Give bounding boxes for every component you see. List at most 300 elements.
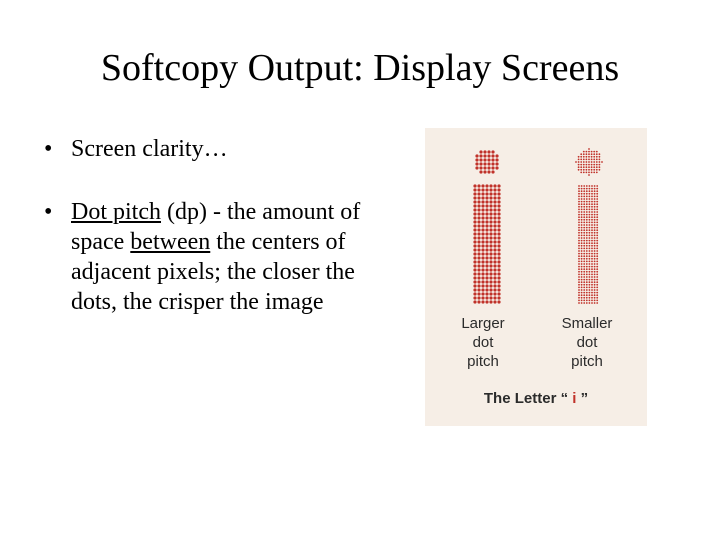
large-pitch-head-dot xyxy=(483,150,486,153)
small-pitch-stem-dot xyxy=(596,279,598,281)
small-pitch-stem-dot xyxy=(589,284,591,286)
small-pitch-stem-dot xyxy=(578,216,580,218)
small-pitch-stem-dot xyxy=(581,188,583,190)
small-pitch-stem-dot xyxy=(591,222,593,224)
small-pitch-stem-dot xyxy=(591,198,593,200)
large-pitch-head-dot xyxy=(495,154,498,157)
large-pitch-stem-dot xyxy=(477,284,480,287)
small-pitch-stem-dot xyxy=(596,201,598,203)
small-pitch-stem-dot xyxy=(596,216,598,218)
small-pitch-stem-dot xyxy=(596,235,598,237)
large-pitch-stem-dot xyxy=(489,260,492,263)
large-pitch-head-dot xyxy=(487,166,490,169)
large-pitch-stem-dot xyxy=(485,280,488,283)
small-pitch-stem-dot xyxy=(586,206,588,208)
bullet-marker: • xyxy=(44,199,53,225)
small-pitch-stem-dot xyxy=(583,188,585,190)
large-pitch-stem-dot xyxy=(497,184,500,187)
small-pitch-head-dot xyxy=(588,153,590,155)
small-pitch-stem-dot xyxy=(591,302,593,304)
large-pitch-stem-dot xyxy=(489,240,492,243)
small-pitch-stem-dot xyxy=(578,292,580,294)
small-pitch-stem-dot xyxy=(596,222,598,224)
small-pitch-stem-dot xyxy=(596,300,598,302)
large-pitch-stem-dot xyxy=(489,280,492,283)
large-pitch-stem-dot xyxy=(481,292,484,295)
large-pitch-stem-dot xyxy=(481,248,484,251)
small-pitch-stem-dot xyxy=(589,188,591,190)
small-pitch-stem-dot xyxy=(581,253,583,255)
large-pitch-stem-dot xyxy=(497,260,500,263)
large-pitch-stem-dot xyxy=(489,236,492,239)
large-pitch-stem-dot xyxy=(481,200,484,203)
bullet-dot-pitch xyxy=(44,197,364,317)
small-pitch-stem-dot xyxy=(596,229,598,231)
large-pitch-stem-dot xyxy=(489,248,492,251)
small-pitch-stem-dot xyxy=(594,188,596,190)
small-pitch-head-dot xyxy=(588,172,590,174)
small-pitch-stem-dot xyxy=(578,227,580,229)
large-pitch-stem-dot xyxy=(481,260,484,263)
small-pitch-stem-dot xyxy=(591,258,593,260)
large-pitch-stem-dot xyxy=(481,272,484,275)
large-pitch-stem-dot xyxy=(497,288,500,291)
large-pitch-stem-dot xyxy=(477,204,480,207)
small-pitch-head-dot xyxy=(596,156,598,158)
large-pitch-stem-dot xyxy=(481,212,484,215)
large-pitch-stem-dot xyxy=(477,280,480,283)
small-pitch-stem-dot xyxy=(583,261,585,263)
small-pitch-stem-dot xyxy=(578,214,580,216)
large-pitch-stem-dot xyxy=(497,236,500,239)
large-pitch-stem-dot xyxy=(473,212,476,215)
large-pitch-stem-dot xyxy=(477,236,480,239)
small-pitch-stem-dot xyxy=(596,206,598,208)
small-pitch-stem-dot xyxy=(596,248,598,250)
small-pitch-stem-dot xyxy=(581,279,583,281)
small-pitch-stem-dot xyxy=(586,292,588,294)
small-pitch-stem-dot xyxy=(578,276,580,278)
small-pitch-head-dot xyxy=(583,156,585,158)
large-pitch-stem-dot xyxy=(485,276,488,279)
small-pitch-stem-dot xyxy=(581,276,583,278)
large-pitch-stem-dot xyxy=(497,240,500,243)
small-pitch-stem-dot xyxy=(594,300,596,302)
small-pitch-stem-dot xyxy=(583,227,585,229)
bullet-screen-clarity xyxy=(44,134,364,164)
large-pitch-stem-dot xyxy=(489,288,492,291)
small-pitch-stem-dot xyxy=(596,209,598,211)
small-pitch-stem-dot xyxy=(578,274,580,276)
small-pitch-head-dot xyxy=(580,169,582,171)
large-pitch-head-dot xyxy=(491,150,494,153)
large-pitch-stem-dot xyxy=(497,232,500,235)
small-pitch-stem-dot xyxy=(586,253,588,255)
large-pitch-stem-dot xyxy=(493,212,496,215)
small-pitch-stem-dot xyxy=(591,279,593,281)
small-pitch-stem-dot xyxy=(578,279,580,281)
bullet-text-part: (dp) - the amount of space xyxy=(71,199,361,255)
small-pitch-stem-dot xyxy=(591,294,593,296)
slide-title: Softcopy Output: Display Screens xyxy=(100,47,620,89)
small-pitch-stem-dot xyxy=(581,245,583,247)
large-pitch-stem-dot xyxy=(481,232,484,235)
small-pitch-head-dot xyxy=(578,159,580,161)
small-pitch-stem-dot xyxy=(581,302,583,304)
small-pitch-stem-dot xyxy=(581,211,583,213)
small-pitch-stem-dot xyxy=(589,302,591,304)
small-pitch-stem-dot xyxy=(591,248,593,250)
large-pitch-stem-dot xyxy=(481,216,484,219)
large-pitch-head-dot xyxy=(495,162,498,165)
large-pitch-stem-dot xyxy=(477,200,480,203)
small-pitch-stem-dot xyxy=(591,219,593,221)
small-pitch-head-dot xyxy=(578,156,580,158)
large-pitch-stem-dot xyxy=(477,224,480,227)
large-pitch-stem-dot xyxy=(477,216,480,219)
large-pitch-stem-dot xyxy=(489,252,492,255)
small-pitch-stem-dot xyxy=(581,203,583,205)
small-pitch-stem-dot xyxy=(578,229,580,231)
small-pitch-stem-dot xyxy=(594,266,596,268)
small-pitch-stem-dot xyxy=(591,209,593,211)
large-pitch-stem-dot xyxy=(497,196,500,199)
small-pitch-stem-dot xyxy=(594,258,596,260)
small-pitch-stem-dot xyxy=(586,198,588,200)
large-pitch-stem-dot xyxy=(473,188,476,191)
small-pitch-stem-dot xyxy=(578,185,580,187)
small-pitch-head-dot xyxy=(586,172,588,174)
large-pitch-stem-dot xyxy=(489,292,492,295)
large-pitch-stem-dot xyxy=(497,284,500,287)
large-pitch-stem-dot xyxy=(473,232,476,235)
small-pitch-head-dot xyxy=(591,161,593,163)
small-pitch-stem-dot xyxy=(594,216,596,218)
small-pitch-stem-dot xyxy=(589,279,591,281)
small-pitch-stem-dot xyxy=(594,268,596,270)
small-pitch-head-dot xyxy=(580,159,582,161)
small-pitch-stem-dot xyxy=(594,214,596,216)
small-pitch-stem-dot xyxy=(581,271,583,273)
small-pitch-stem-dot xyxy=(581,255,583,257)
small-pitch-stem-dot xyxy=(578,224,580,226)
large-pitch-stem-dot xyxy=(473,252,476,255)
small-pitch-stem-dot xyxy=(594,198,596,200)
large-pitch-stem-dot xyxy=(477,248,480,251)
large-pitch-head-dot xyxy=(487,154,490,157)
small-pitch-head-dot xyxy=(591,159,593,161)
large-pitch-stem-dot xyxy=(485,220,488,223)
large-pitch-stem-dot xyxy=(489,220,492,223)
small-pitch-stem-dot xyxy=(594,203,596,205)
small-pitch-head-dot xyxy=(596,159,598,161)
small-pitch-stem-dot xyxy=(586,297,588,299)
large-pitch-stem-dot xyxy=(489,224,492,227)
small-pitch-stem-dot xyxy=(596,287,598,289)
large-pitch-stem-dot xyxy=(493,224,496,227)
small-pitch-stem-dot xyxy=(589,294,591,296)
small-pitch-stem-dot xyxy=(586,263,588,265)
small-pitch-stem-dot xyxy=(589,209,591,211)
large-pitch-stem-dot xyxy=(473,240,476,243)
small-pitch-stem-dot xyxy=(589,263,591,265)
small-pitch-stem-dot xyxy=(589,240,591,242)
small-pitch-head-dot xyxy=(591,166,593,168)
large-pitch-head-dot xyxy=(479,162,482,165)
large-pitch-stem-dot xyxy=(497,292,500,295)
small-pitch-stem-dot xyxy=(589,300,591,302)
small-pitch-stem-dot xyxy=(581,250,583,252)
small-pitch-stem-dot xyxy=(581,198,583,200)
small-pitch-stem-dot xyxy=(596,188,598,190)
small-pitch-head-dot xyxy=(591,169,593,171)
small-pitch-stem-dot xyxy=(581,284,583,286)
small-pitch-stem-dot xyxy=(589,237,591,239)
small-pitch-stem-dot xyxy=(594,297,596,299)
small-pitch-stem-dot xyxy=(581,219,583,221)
small-pitch-stem-dot xyxy=(581,258,583,260)
large-pitch-head-dot xyxy=(483,158,486,161)
small-pitch-stem-dot xyxy=(589,258,591,260)
small-pitch-head-dot xyxy=(596,161,598,163)
small-pitch-head-dot xyxy=(586,164,588,166)
small-pitch-head-dot xyxy=(583,172,585,174)
small-pitch-stem-dot xyxy=(594,276,596,278)
small-pitch-stem-dot xyxy=(583,284,585,286)
small-pitch-stem-dot xyxy=(578,253,580,255)
large-pitch-stem-dot xyxy=(481,288,484,291)
small-pitch-stem-dot xyxy=(589,289,591,291)
small-pitch-stem-dot xyxy=(591,229,593,231)
small-pitch-stem-dot xyxy=(589,242,591,244)
large-pitch-stem-dot xyxy=(493,236,496,239)
large-pitch-stem-dot xyxy=(477,228,480,231)
small-pitch-stem-dot xyxy=(594,284,596,286)
large-pitch-stem-dot xyxy=(481,208,484,211)
small-pitch-stem-dot xyxy=(596,227,598,229)
large-pitch-stem-dot xyxy=(497,200,500,203)
small-pitch-stem-dot xyxy=(589,261,591,263)
small-pitch-stem-dot xyxy=(596,242,598,244)
small-pitch-stem-dot xyxy=(583,196,585,198)
small-pitch-head-dot xyxy=(593,156,595,158)
small-pitch-stem-dot xyxy=(581,224,583,226)
small-pitch-stem-dot xyxy=(594,263,596,265)
small-pitch-head-dot xyxy=(588,174,590,176)
small-pitch-stem-dot xyxy=(594,193,596,195)
large-pitch-stem-dot xyxy=(481,276,484,279)
small-pitch-stem-dot xyxy=(596,268,598,270)
large-pitch-stem-dot xyxy=(473,192,476,195)
small-pitch-stem-dot xyxy=(596,250,598,252)
bullet-text: Screen clarity… xyxy=(71,136,228,162)
large-pitch-stem-dot xyxy=(493,296,496,299)
small-pitch-head-dot xyxy=(599,169,601,171)
small-pitch-stem-dot xyxy=(594,279,596,281)
small-pitch-head-dot xyxy=(583,164,585,166)
large-pitch-stem-dot xyxy=(485,228,488,231)
large-pitch-stem-dot xyxy=(493,216,496,219)
small-pitch-head-dot xyxy=(583,169,585,171)
small-pitch-stem-dot xyxy=(581,292,583,294)
small-pitch-head-dot xyxy=(596,166,598,168)
small-pitch-stem-dot xyxy=(589,271,591,273)
small-pitch-stem-dot xyxy=(583,276,585,278)
small-pitch-stem-dot xyxy=(583,294,585,296)
small-pitch-stem-dot xyxy=(586,289,588,291)
small-pitch-stem-dot xyxy=(586,224,588,226)
small-pitch-stem-dot xyxy=(589,268,591,270)
large-pitch-stem-dot xyxy=(485,268,488,271)
small-pitch-stem-dot xyxy=(596,240,598,242)
small-pitch-stem-dot xyxy=(583,289,585,291)
large-pitch-stem-dot xyxy=(489,296,492,299)
large-pitch-stem-dot xyxy=(485,284,488,287)
large-pitch-stem-dot xyxy=(497,276,500,279)
small-pitch-head-dot xyxy=(583,153,585,155)
large-pitch-head-dot xyxy=(475,154,478,157)
small-pitch-stem-dot xyxy=(578,297,580,299)
small-pitch-stem-dot xyxy=(581,287,583,289)
large-pitch-stem-dot xyxy=(497,192,500,195)
small-pitch-stem-dot xyxy=(586,284,588,286)
small-pitch-stem-dot xyxy=(578,266,580,268)
small-pitch-stem-dot xyxy=(591,297,593,299)
large-pitch-stem-dot xyxy=(477,220,480,223)
small-pitch-stem-dot xyxy=(591,193,593,195)
small-pitch-stem-dot xyxy=(583,274,585,276)
small-pitch-head-dot xyxy=(588,159,590,161)
small-pitch-stem-dot xyxy=(596,185,598,187)
larger-dot-pitch-caption: Larger dot pitch xyxy=(461,315,505,370)
large-pitch-head-dot xyxy=(491,166,494,169)
small-pitch-head-dot xyxy=(588,161,590,163)
large-pitch-stem-dot xyxy=(489,284,492,287)
small-pitch-stem-dot xyxy=(581,248,583,250)
large-pitch-stem-dot xyxy=(493,244,496,247)
small-pitch-stem-dot xyxy=(596,302,598,304)
small-pitch-stem-dot xyxy=(578,287,580,289)
small-pitch-stem-dot xyxy=(591,253,593,255)
large-pitch-stem-dot xyxy=(489,300,492,303)
large-pitch-stem-dot xyxy=(473,236,476,239)
large-pitch-stem-dot xyxy=(473,184,476,187)
large-pitch-stem-dot xyxy=(477,244,480,247)
small-pitch-head-dot xyxy=(599,159,601,161)
small-pitch-stem-dot xyxy=(594,248,596,250)
small-pitch-head-dot xyxy=(586,161,588,163)
small-pitch-stem-dot xyxy=(581,294,583,296)
small-pitch-stem-dot xyxy=(591,268,593,270)
large-pitch-stem-dot xyxy=(477,292,480,295)
small-pitch-stem-dot xyxy=(583,281,585,283)
small-pitch-stem-dot xyxy=(591,287,593,289)
large-pitch-stem-dot xyxy=(473,220,476,223)
large-pitch-stem-dot xyxy=(497,212,500,215)
large-pitch-head-dot xyxy=(491,162,494,165)
bullet-list xyxy=(44,134,364,350)
small-pitch-stem-dot xyxy=(586,268,588,270)
small-pitch-stem-dot xyxy=(578,209,580,211)
small-pitch-stem-dot xyxy=(589,185,591,187)
large-pitch-stem-dot xyxy=(493,220,496,223)
large-pitch-stem-dot xyxy=(489,232,492,235)
small-pitch-stem-dot xyxy=(586,258,588,260)
small-pitch-head-dot xyxy=(599,161,601,163)
term-between: between xyxy=(130,229,211,255)
large-pitch-stem-dot xyxy=(493,188,496,191)
large-pitch-head-dot xyxy=(479,154,482,157)
small-pitch-head-dot xyxy=(591,153,593,155)
small-pitch-stem-dot xyxy=(583,216,585,218)
large-pitch-stem-dot xyxy=(485,272,488,275)
small-pitch-stem-dot xyxy=(591,216,593,218)
large-pitch-head-dot xyxy=(479,158,482,161)
large-pitch-stem-dot xyxy=(477,196,480,199)
small-pitch-stem-dot xyxy=(583,271,585,273)
small-pitch-stem-dot xyxy=(594,190,596,192)
small-pitch-head-dot xyxy=(596,169,598,171)
large-pitch-stem-dot xyxy=(497,264,500,267)
small-pitch-stem-dot xyxy=(591,261,593,263)
dot-pitch-figure xyxy=(425,128,647,426)
small-pitch-head-dot xyxy=(580,153,582,155)
small-pitch-stem-dot xyxy=(594,219,596,221)
small-pitch-stem-dot xyxy=(581,240,583,242)
small-pitch-stem-dot xyxy=(594,253,596,255)
large-pitch-stem-dot xyxy=(477,208,480,211)
large-pitch-head-dot xyxy=(475,162,478,165)
small-pitch-stem-dot xyxy=(578,190,580,192)
large-pitch-stem-dot xyxy=(473,208,476,211)
small-pitch-stem-dot xyxy=(583,287,585,289)
small-pitch-stem-dot xyxy=(594,201,596,203)
small-pitch-stem-dot xyxy=(589,266,591,268)
small-pitch-stem-dot xyxy=(583,240,585,242)
small-pitch-stem-dot xyxy=(583,253,585,255)
small-pitch-stem-dot xyxy=(583,201,585,203)
large-pitch-stem-dot xyxy=(481,256,484,259)
small-pitch-stem-dot xyxy=(596,284,598,286)
small-pitch-stem-dot xyxy=(586,281,588,283)
small-pitch-stem-dot xyxy=(591,185,593,187)
large-pitch-stem-dot xyxy=(493,292,496,295)
large-pitch-stem-dot xyxy=(489,264,492,267)
small-pitch-head-dot xyxy=(593,159,595,161)
large-pitch-stem-dot xyxy=(473,268,476,271)
small-pitch-stem-dot xyxy=(591,300,593,302)
small-pitch-stem-dot xyxy=(586,209,588,211)
small-pitch-stem-dot xyxy=(594,289,596,291)
small-pitch-stem-dot xyxy=(583,300,585,302)
small-pitch-head-dot xyxy=(596,172,598,174)
large-pitch-stem-dot xyxy=(477,288,480,291)
large-pitch-stem-dot xyxy=(481,204,484,207)
small-pitch-stem-dot xyxy=(578,211,580,213)
small-pitch-stem-dot xyxy=(591,232,593,234)
large-pitch-head-dot xyxy=(479,166,482,169)
small-pitch-stem-dot xyxy=(583,302,585,304)
large-pitch-stem-dot xyxy=(485,296,488,299)
small-pitch-stem-dot xyxy=(581,297,583,299)
small-pitch-head-dot xyxy=(583,159,585,161)
small-pitch-stem-dot xyxy=(589,206,591,208)
small-pitch-stem-dot xyxy=(594,232,596,234)
small-pitch-stem-dot xyxy=(578,219,580,221)
small-pitch-head-dot xyxy=(588,151,590,153)
small-pitch-head-dot xyxy=(601,161,603,163)
large-pitch-stem-dot xyxy=(497,296,500,299)
